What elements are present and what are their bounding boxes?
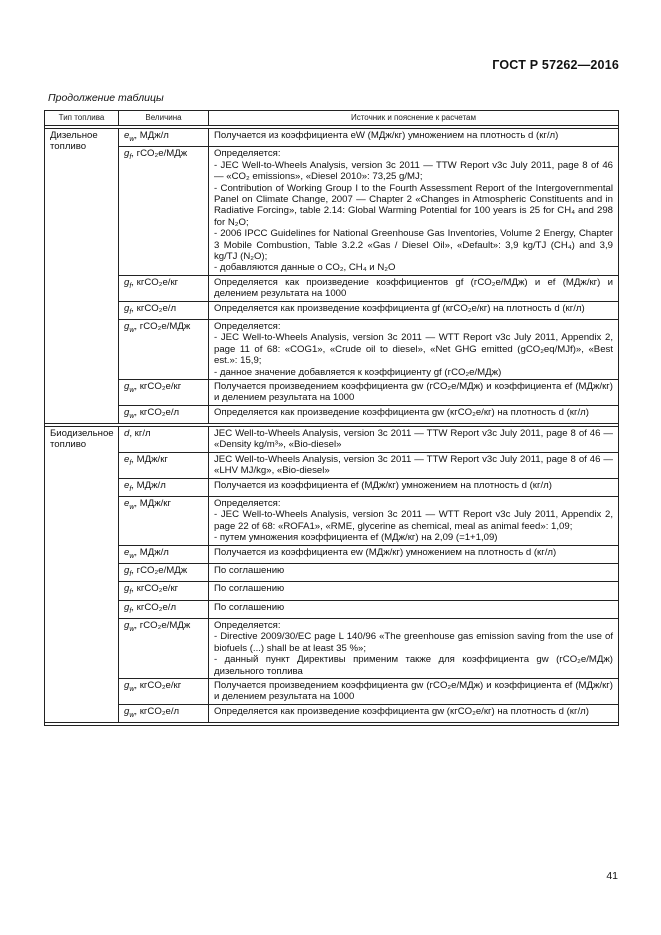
quantity-cell <box>119 405 209 423</box>
quantity-unit: , кгCO₂е/кг <box>131 583 179 595</box>
source-explanation-cell <box>209 582 619 600</box>
quantity-cell <box>119 129 209 147</box>
quantity-symbol: d <box>124 428 130 440</box>
table-row <box>45 427 619 453</box>
quantity-unit: , кгCO₂е/л <box>131 601 177 613</box>
source-explanation-cell <box>209 600 619 618</box>
table-continuation-label: Продолжение таблицы <box>48 92 164 104</box>
table-row <box>45 405 619 423</box>
page-number: 41 <box>606 870 618 882</box>
quantity-symbol: g <box>124 380 130 392</box>
quantity-unit: , кгCO₂е/л <box>134 406 180 418</box>
quantity-unit: , МДж/кг <box>131 453 168 465</box>
quantity-cell <box>119 618 209 678</box>
quantity-unit: , кгCO₂е/л <box>134 705 180 717</box>
quantity-subscript: f <box>129 570 132 578</box>
explanation-line: По соглашению <box>214 601 285 613</box>
quantity-cell <box>119 478 209 496</box>
quantity-cell <box>119 452 209 478</box>
quantity-cell <box>119 275 209 301</box>
table-row <box>45 319 619 379</box>
quantity-cell <box>119 319 209 379</box>
quantity-subscript: f <box>129 154 132 162</box>
explanation-line: - JEC Well-to-Wheels Analysis, version 3c 2011 — WTT Report v3c July 2011, Appendix 2, page 22 of 68: «ROFA1», «RME, glycerine as chemical, meal as animal feed»: 1,09; <box>214 509 613 532</box>
explanation-line: Получается из коэффициента ef (МДж/кг) умножением на плотность d (кг/л) <box>214 479 552 491</box>
quantity-unit: , кг/л <box>129 428 151 440</box>
quantity-unit: , гCO₂е/МДж <box>131 564 188 576</box>
fuel-type-cell: Дизельное топливо <box>45 129 119 424</box>
explanation-line: - данный пункт Директивы применим также для коэффициента gw (гCO₂е/МДж) дизельного топлива <box>214 654 613 677</box>
table-row <box>45 545 619 563</box>
quantity-subscript: w <box>129 412 135 420</box>
explanation-line: - 2006 IPCC Guidelines for National Greenhouse Gas Inventories, Volume 2 Energy, Chapter 3 Mobile Combustion, Table 3.2.2 «Gas / Diesel Oil», «Default»: 3,9 kg/TJ (CH₄) and 3,9 kg/TJ (N₂O); <box>214 228 613 262</box>
explanation-line: Получается произведением коэффициента gw (гCO₂е/МДж) и коэффициента ef (МДж/кг) и делением результата на 1000 <box>214 679 613 703</box>
quantity-subscript: w <box>129 685 135 693</box>
quantity-unit: , гCO₂е/МДж <box>134 619 191 631</box>
quantity-subscript: f <box>129 485 132 493</box>
source-explanation-cell <box>209 147 619 275</box>
quantity-subscript: w <box>129 386 135 394</box>
fuel-type-cell: Биодизельное топливо <box>45 427 119 723</box>
table-row <box>45 704 619 722</box>
quantity-symbol: g <box>124 148 130 160</box>
quantity-cell <box>119 678 209 704</box>
explanation-line: - Contribution of Working Group I to the Fourth Assessment Report of the Intergovernmental Panel on Climate Change, 2007 — Chapter 2 «Changes in Atmospheric Constituents and in Radiative Forcing», table 2.14: Global Warming Potential for 100 years is 25 for CH₄ and 298 for N₂O; <box>214 182 613 228</box>
explanation-line: - добавляются данные о CO₂, CH₄ и N₂O <box>214 262 396 274</box>
source-explanation-cell <box>209 319 619 379</box>
coefficients-table <box>44 110 619 726</box>
table-row <box>45 129 619 147</box>
quantity-subscript: f <box>129 607 132 615</box>
explanation-line: JEC Well-to-Wheels Analysis, version 3c 2011 — TTW Report v3c July 2011, page 8 of 46 — «LHV MJ/kg», «Bio-diesel» <box>214 453 613 477</box>
source-explanation-cell <box>209 497 619 546</box>
source-explanation-cell <box>209 379 619 405</box>
quantity-unit: , кгCO₂е/кг <box>134 679 182 691</box>
quantity-subscript: w <box>129 326 135 334</box>
quantity-symbol: e <box>124 453 130 465</box>
source-explanation-cell <box>209 563 619 581</box>
source-explanation-cell <box>209 678 619 704</box>
explanation-line: Получается из коэффициента ew (МДж/кг) умножением на плотность d (кг/л) <box>214 546 557 558</box>
explanation-line: Получается из коэффициента eW (МДж/кг) умножением на плотность d (кг/л) <box>214 130 559 141</box>
quantity-symbol: g <box>124 406 130 418</box>
explanation-line: Определяется: <box>214 320 281 332</box>
table-row <box>45 497 619 546</box>
table-row <box>45 582 619 600</box>
table-row <box>45 618 619 678</box>
source-explanation-cell <box>209 129 619 147</box>
quantity-unit: , МДж/л <box>134 130 169 141</box>
table-row <box>45 147 619 275</box>
column-header-source: Источник и пояснение к расчетам <box>209 111 619 126</box>
table-row <box>45 452 619 478</box>
quantity-subscript: w <box>129 135 135 143</box>
table-row <box>45 678 619 704</box>
quantity-subscript: w <box>129 711 135 719</box>
explanation-line: По соглашению <box>214 564 285 576</box>
source-explanation-cell <box>209 618 619 678</box>
quantity-unit: , гCO₂е/МДж <box>134 320 191 332</box>
explanation-line: JEC Well-to-Wheels Analysis, version 3c 2011 — TTW Report v3c July 2011, page 8 of 46 — «Density kg/m³», «Bio-diesel» <box>214 428 613 451</box>
explanation-line: Определяется как произведение коэффициента gw (кгCO₂е/кг) на плотность d (кг/л) <box>214 406 589 418</box>
explanation-line: - JEC Well-to-Wheels Analysis, version 3c 2011 — TTW Report v3c July 2011, page 8 of 46 — «CO₂ emissions», «Diesel 2010»: 73,25 g/MJ; <box>214 159 613 183</box>
explanation-line: - Directive 2009/30/EC page L 140/96 «The greenhouse gas emission saving from the use of biofuels (...) shall be at least 35 %»; <box>214 631 613 654</box>
source-explanation-cell <box>209 452 619 478</box>
quantity-symbol: g <box>124 276 130 288</box>
table-row <box>45 563 619 581</box>
quantity-unit: , МДж/л <box>131 479 166 491</box>
source-explanation-cell <box>209 301 619 319</box>
explanation-line: Определяется как произведение коэффициента gw (кгCO₂е/кг) на плотность d (кг/л) <box>214 705 589 717</box>
quantity-symbol: g <box>124 705 130 717</box>
quantity-subscript: w <box>129 503 135 511</box>
table-row <box>45 275 619 301</box>
quantity-symbol: g <box>124 679 130 691</box>
standard-number: ГОСТ Р 57262—2016 <box>492 58 619 72</box>
quantity-cell <box>119 600 209 618</box>
explanation-line: Получается произведением коэффициента gw (гCO₂е/МДж) и коэффициента ef (МДж/кг) и делением результата на 1000 <box>214 380 613 404</box>
quantity-symbol: e <box>124 479 130 491</box>
quantity-cell <box>119 427 209 453</box>
quantity-cell <box>119 545 209 563</box>
quantity-symbol: g <box>124 601 130 613</box>
table-row <box>45 600 619 618</box>
source-explanation-cell <box>209 275 619 301</box>
explanation-line: Определяется как произведение коэффициента gf (кгCO₂е/кг) на плотность d (кг/л) <box>214 302 585 314</box>
quantity-symbol: g <box>124 619 130 631</box>
source-explanation-cell <box>209 405 619 423</box>
table-header-row <box>45 111 619 126</box>
quantity-unit: , гCO₂е/МДж <box>131 148 188 160</box>
column-header-fuel-type: Тип топлива <box>45 111 119 126</box>
quantity-unit: , кгCO₂е/кг <box>131 276 179 288</box>
source-explanation-cell <box>209 545 619 563</box>
table-row <box>45 379 619 405</box>
table-row <box>45 478 619 496</box>
quantity-subscript: w <box>129 552 135 560</box>
quantity-unit: , кгCO₂е/л <box>131 302 177 314</box>
quantity-subscript: w <box>129 625 135 633</box>
quantity-cell <box>119 563 209 581</box>
quantity-cell <box>119 301 209 319</box>
quantity-subscript: f <box>129 308 132 316</box>
quantity-symbol: g <box>124 320 130 332</box>
explanation-line: - данное значение добавляется к коэффициенту gf (гCO₂е/МДж) <box>214 366 502 378</box>
quantity-cell <box>119 147 209 275</box>
quantity-cell <box>119 582 209 600</box>
quantity-unit: , кгCO₂е/кг <box>134 380 182 392</box>
table-row <box>45 301 619 319</box>
quantity-unit: , МДж/кг <box>134 498 172 509</box>
quantity-symbol: e <box>124 498 130 509</box>
quantity-symbol: g <box>124 583 130 595</box>
explanation-line: Определяется: <box>214 498 281 509</box>
quantity-symbol: e <box>124 546 130 558</box>
quantity-cell <box>119 379 209 405</box>
quantity-cell <box>119 497 209 546</box>
explanation-line: - JEC Well-to-Wheels Analysis, version 3c 2011 — WTT Report v3c July 2011, Appendix 2, page 11 of 68: «COG1», «Crude oil to diesel», «Net GHG emitted (gCO₂eq/MJf)», «Best est.»: 15,9; <box>214 332 613 367</box>
quantity-symbol: g <box>124 302 130 314</box>
quantity-subscript: f <box>129 282 132 290</box>
table-bottom-rule <box>45 723 619 726</box>
quantity-symbol: g <box>124 564 130 576</box>
explanation-line: Определяется как произведение коэффициентов gf (гCO₂е/МДж) и ef (МДж/кг) и делением результата на 1000 <box>214 276 613 300</box>
explanation-line: Определяется: <box>214 148 281 160</box>
explanation-line: По соглашению <box>214 583 285 595</box>
column-header-quantity: Величина <box>119 111 209 126</box>
explanation-line: - путем умножения коэффициента ef (МДж/кг) на 2,09 (=1+1,09) <box>214 532 498 544</box>
explanation-line: Определяется: <box>214 619 281 631</box>
quantity-cell <box>119 704 209 722</box>
source-explanation-cell <box>209 704 619 722</box>
source-explanation-cell <box>209 478 619 496</box>
quantity-subscript: f <box>129 589 132 597</box>
source-explanation-cell <box>209 427 619 453</box>
quantity-symbol: e <box>124 130 130 141</box>
quantity-unit: , МДж/л <box>134 546 169 558</box>
quantity-subscript: f <box>129 459 132 467</box>
